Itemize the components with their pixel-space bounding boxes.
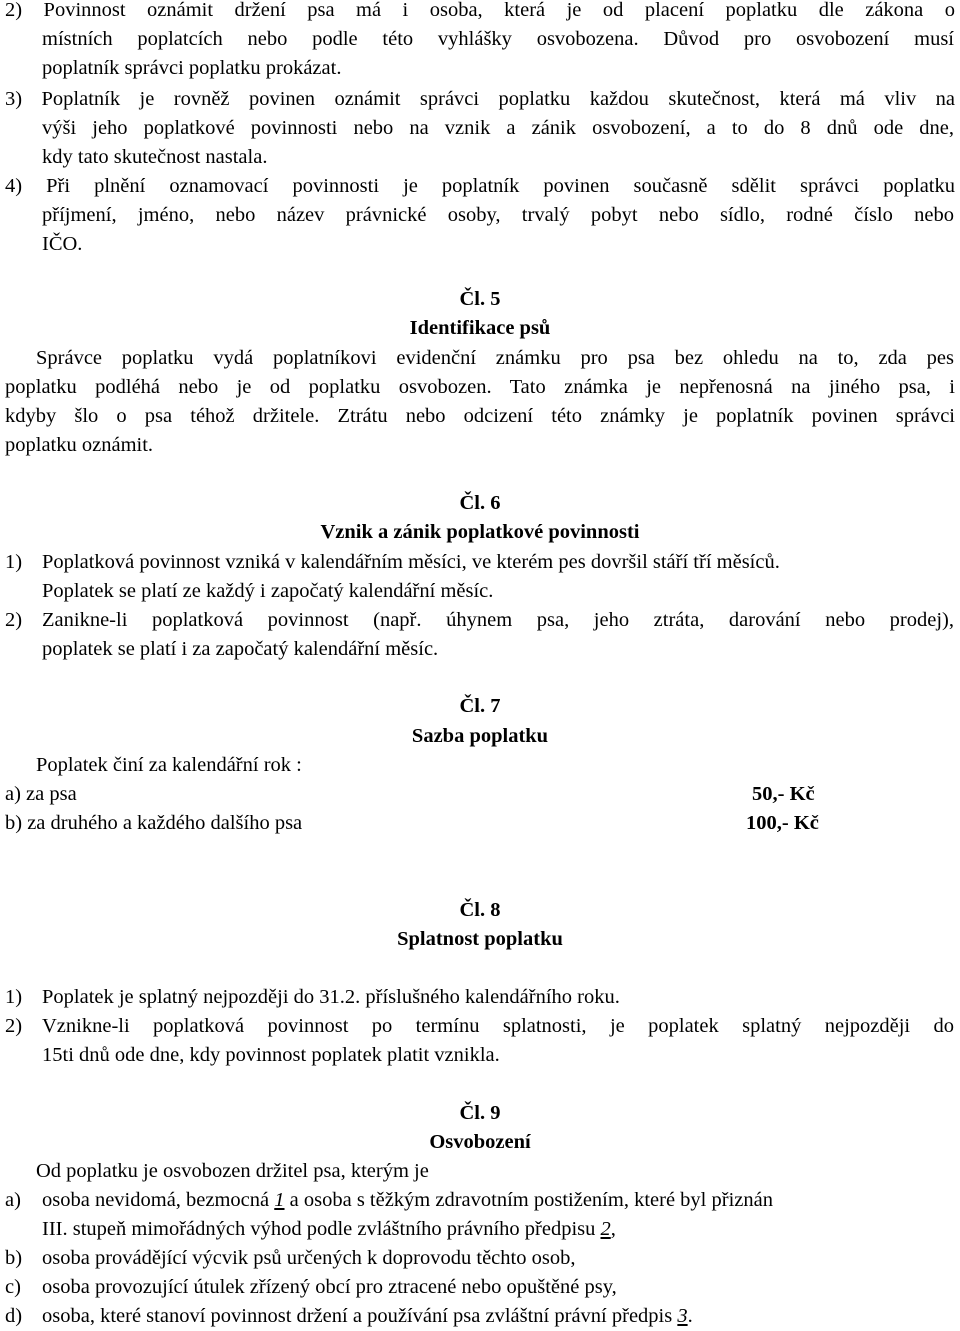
art6-p1-line1: Poplatková povinnost vzniká v kalendářním měsíci, ve kterém pes dovršil stáří tří měsíců. xyxy=(42,551,780,573)
art6-p2-line1: Zanikne-li poplatková povinnost (např. úhynem psa, jeho ztráta, darování nebo prodej), xyxy=(42,609,954,631)
rate-value-a: 50,- Kč xyxy=(752,783,815,805)
art5-line1: Správce poplatku vydá poplatníkovi evidenční známku pro psa bez ohledu na to, zda pes xyxy=(36,347,954,369)
art6-number: Čl. 6 xyxy=(459,492,501,514)
art6-title: Vznik a zánik poplatkové povinnosti xyxy=(320,521,640,543)
art9-d-number: d) xyxy=(5,1305,23,1327)
art8-p1-number: 1) xyxy=(5,986,23,1008)
art9-c-line1: osoba provozující útulek zřízený obcí pro ztracené nebo opuštěné psy, xyxy=(42,1276,617,1298)
art9-d-line1-post: . xyxy=(687,1305,693,1327)
art9-a-line1 xyxy=(42,1186,773,1214)
art4-p2-line2: místních poplatcích nebo podle této vyhlášky osvobozena. Důvod pro osvobození musí xyxy=(42,28,954,50)
art4-p4-line3: IČO. xyxy=(42,233,83,255)
art4-p2-line3: poplatník správci poplatku prokázat. xyxy=(42,57,342,79)
art4-p2-line1: 2) Povinnost oznámit držení psa má i osoba, která je od placení poplatku dle zákona o xyxy=(5,0,955,21)
rate-value-b: 100,- Kč xyxy=(746,812,819,834)
art9-intro: Od poplatku je osvobozen držitel psa, kterým je xyxy=(36,1160,429,1182)
art4-p3-line2: výši jeho poplatkové povinnosti nebo na vznik a zánik osvobození, a to do 8 dnů ode dne, xyxy=(42,117,954,139)
art6-p1-number: 1) xyxy=(5,551,23,573)
art9-a-number: a) xyxy=(5,1189,21,1211)
art4-p3-line3: kdy tato skutečnost nastala. xyxy=(42,146,268,168)
art4-p4-line1: 4) Při plnění oznamovací povinnosti je poplatník povinen současně sdělit správci poplatku xyxy=(5,175,955,197)
rate-label-a: a) za psa xyxy=(5,783,77,805)
art9-d-line1-pre: osoba, které stanoví povinnost držení a používání psa zvláštní právní předpis xyxy=(42,1305,678,1327)
art4-p4-line2: příjmení, jméno, nebo název právnické osoby, trvalý pobyt nebo sídlo, rodné číslo nebo xyxy=(42,204,954,226)
art7-intro: Poplatek činí za kalendářní rok : xyxy=(36,754,302,776)
art6-p2-line2: poplatek se platí i za započatý kalendářní měsíc. xyxy=(42,638,439,660)
art5-number: Čl. 5 xyxy=(459,288,501,310)
art9-a-line2 xyxy=(42,1215,616,1243)
art8-title: Splatnost poplatku xyxy=(397,928,563,950)
art8-p2-line1: Vznikne-li poplatková povinnost po termínu splatnosti, je poplatek splatný nejpozději do xyxy=(42,1015,954,1037)
art9-a-line1-post: a osoba s těžkým zdravotním postižením, které byl přiznán xyxy=(284,1189,773,1211)
art9-b-line1: osoba provádějící výcvik psů určených k doprovodu těchto osob, xyxy=(42,1247,576,1269)
art5-line2: poplatku podléhá nebo je od poplatku osvobozen. Tato známka je nepřenosná na jiného psa, i xyxy=(5,376,955,398)
art8-p2-number: 2) xyxy=(5,1015,23,1037)
art5-title: Identifikace psů xyxy=(409,317,551,339)
art7-number: Čl. 7 xyxy=(459,695,501,717)
art6-p2-number: 2) xyxy=(5,609,23,631)
art9-number: Čl. 9 xyxy=(459,1102,501,1124)
art5-line3: kdyby šlo o psa téhož držitele. Ztrátu nebo odcizení této známky je poplatník povinen správci xyxy=(5,405,955,427)
art9-b-number: b) xyxy=(5,1247,23,1269)
art9-title: Osvobození xyxy=(429,1131,531,1153)
art9-c-number: c) xyxy=(5,1276,21,1298)
art4-p3-line1: 3) Poplatník je rovněž povinen oznámit správci poplatku každou skutečnost, která má vliv na xyxy=(5,88,955,110)
art8-p1-line1: Poplatek je splatný nejpozději do 31.2. příslušného kalendářního roku. xyxy=(42,986,620,1008)
art9-a-line2-post: , xyxy=(610,1218,616,1240)
footnote-link-2[interactable]: 2 xyxy=(600,1218,611,1240)
art5-line4: poplatku oznámit. xyxy=(5,434,154,456)
art8-p2-line2: 15ti dnů ode dne, kdy povinnost poplatek platit vznikla. xyxy=(42,1044,500,1066)
art9-d-line1 xyxy=(42,1302,693,1330)
art7-title: Sazba poplatku xyxy=(411,725,549,747)
footnote-link-1[interactable]: 1 xyxy=(274,1189,285,1211)
art6-p1-line2: Poplatek se platí ze každý i započatý kalendářní měsíc. xyxy=(42,580,494,602)
rate-label-b: b) za druhého a každého dalšího psa xyxy=(5,812,303,834)
art9-a-line1-pre: osoba nevidomá, bezmocná xyxy=(42,1189,275,1211)
footnote-link-3[interactable]: 3 xyxy=(677,1305,688,1327)
art8-number: Čl. 8 xyxy=(459,899,501,921)
art9-a-line2-pre: III. stupeň mimořádných výhod podle zvláštního právního předpisu xyxy=(42,1218,601,1240)
